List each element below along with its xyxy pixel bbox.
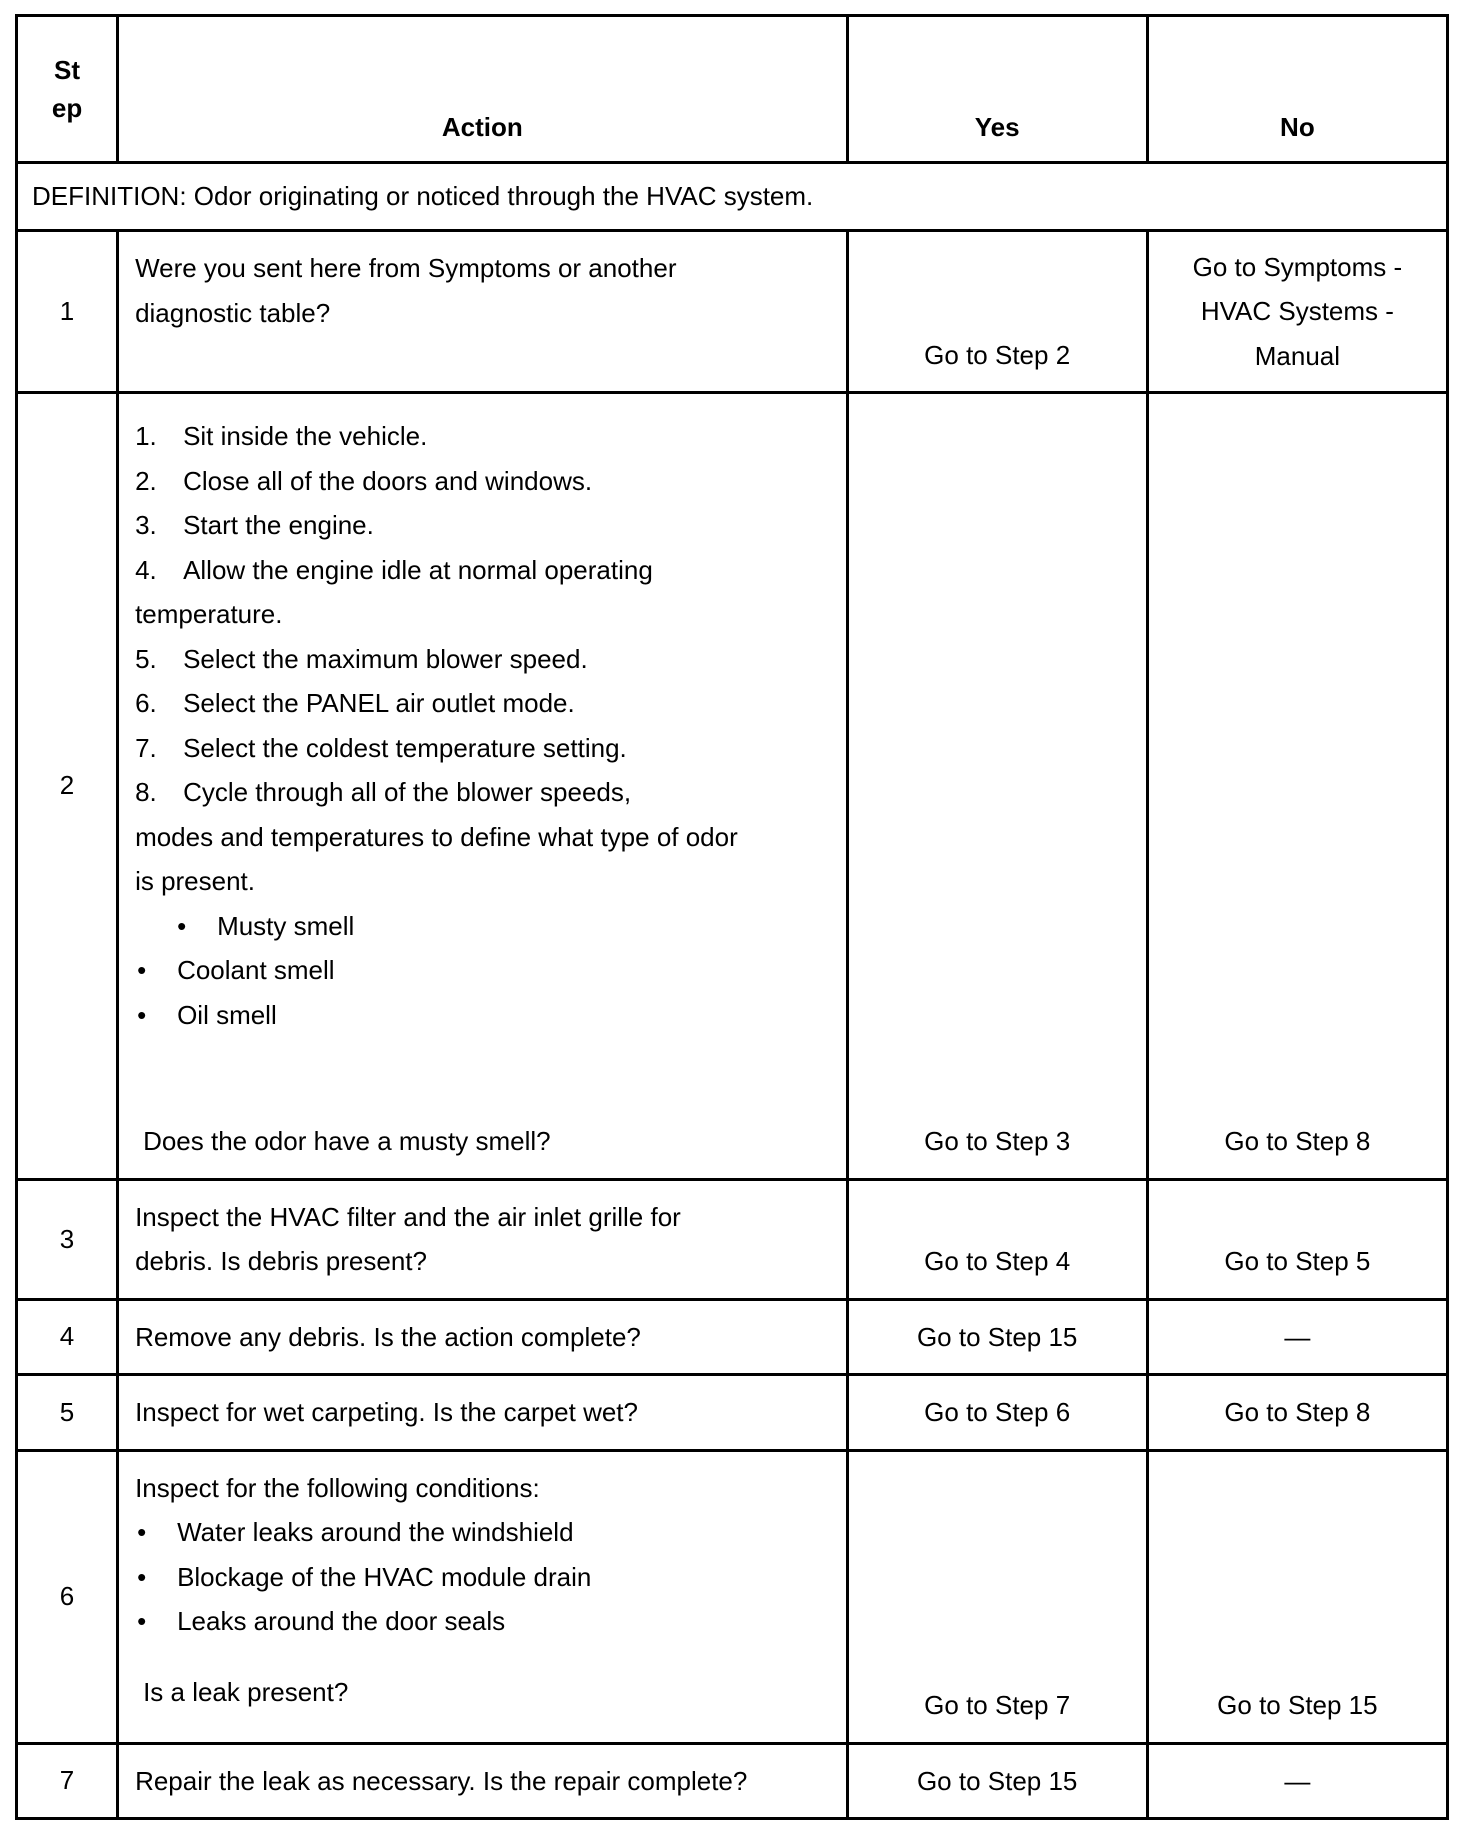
step-row-1 [17, 231, 1448, 393]
no-line: Go to Symptoms - [1192, 251, 1403, 282]
item-number: 2. [135, 465, 157, 496]
definition-text: DEFINITION: Odor originating or noticed through the HVAC system. [17, 163, 1448, 231]
step-action [118, 393, 848, 1180]
step-number: 3 [17, 1179, 118, 1299]
step-number: 1 [17, 231, 118, 393]
no-result: Go to Step 8 [1147, 393, 1447, 1180]
item-text: Sit inside the vehicle. [183, 421, 428, 451]
yes-result: Go to Step 15 [847, 1743, 1147, 1819]
numbered-item [135, 548, 830, 593]
step-row-7 [17, 1743, 1448, 1819]
step-row-3 [17, 1179, 1448, 1299]
header-step-line2: ep [51, 93, 83, 123]
bullet-text: Leaks around the door seals [177, 1606, 506, 1636]
action-line: Inspect the HVAC filter and the air inlet grille for [135, 1201, 681, 1232]
step-action [118, 231, 848, 393]
item-text: Select the maximum blower speed. [183, 643, 588, 674]
no-result: Go to Step 8 [1147, 1375, 1447, 1451]
bullet-item [135, 1510, 830, 1555]
question-text: Does the odor have a musty smell? [143, 1126, 551, 1156]
numbered-item [135, 503, 830, 548]
no-result: Go to Step 15 [1147, 1450, 1447, 1743]
bullet-icon: • [137, 1517, 147, 1547]
step-number: 5 [17, 1375, 118, 1451]
action-intro: Inspect for the following conditions: [135, 1472, 540, 1503]
numbered-item [135, 770, 830, 815]
no-result: — [1147, 1299, 1447, 1375]
step-number: 2 [17, 393, 118, 1180]
bullet-icon: • [137, 999, 147, 1030]
question-text: Is a leak present? [143, 1676, 349, 1707]
step-action: Repair the leak as necessary. Is the repair complete? [118, 1743, 848, 1819]
bullet-item [135, 1599, 830, 1644]
step-action: Remove any debris. Is the action complete? [118, 1299, 848, 1375]
diagnostic-table [15, 14, 1449, 1820]
step-action: Inspect for wet carpeting. Is the carpet wet? [118, 1375, 848, 1451]
no-result: — [1147, 1743, 1447, 1819]
item-number: 4. [135, 554, 157, 585]
numbered-item [135, 681, 830, 726]
no-line: HVAC Systems - [1200, 296, 1394, 327]
bullet-icon: • [137, 1561, 147, 1592]
item-text: Select the PANEL air outlet mode. [183, 688, 575, 718]
item-continuation: temperature. [135, 599, 283, 629]
yes-result: Go to Step 6 [847, 1375, 1147, 1451]
bullet-icon: • [177, 910, 187, 941]
bullet-text: Water leaks around the windshield [177, 1517, 574, 1547]
header-step [17, 16, 118, 163]
item-continuation: is present. [135, 866, 256, 896]
bullet-text: Oil smell [177, 999, 277, 1030]
bullet-text: Coolant smell [177, 955, 335, 985]
action-line: debris. Is debris present? [135, 1246, 427, 1276]
yes-result: Go to Step 2 [847, 231, 1147, 393]
item-text: Start the engine. [183, 510, 374, 540]
yes-result: Go to Step 4 [847, 1179, 1147, 1299]
header-action: Action [118, 16, 848, 163]
item-continuation: modes and temperatures to define what type of odor [135, 821, 738, 852]
bullet-icon: • [137, 955, 147, 985]
step-number: 4 [17, 1299, 118, 1375]
bullet-item [135, 904, 830, 949]
step-row-4 [17, 1299, 1448, 1375]
item-text: Cycle through all of the blower speeds, [183, 777, 632, 807]
step-number: 6 [17, 1450, 118, 1743]
bullet-item [135, 1555, 830, 1600]
item-number: 8. [135, 777, 157, 807]
step-number: 7 [17, 1743, 118, 1819]
numbered-item [135, 637, 830, 682]
header-step-line1: St [54, 55, 81, 85]
item-number: 7. [135, 732, 157, 763]
bullet-text: Blockage of the HVAC module drain [177, 1561, 592, 1592]
definition-row [17, 163, 1448, 231]
step-row-6 [17, 1450, 1448, 1743]
yes-result: Go to Step 7 [847, 1450, 1147, 1743]
step-action [118, 1179, 848, 1299]
step-row-5 [17, 1375, 1448, 1451]
bullet-icon: • [137, 1606, 147, 1636]
action-line: diagnostic table? [135, 297, 331, 328]
no-line: Manual [1254, 340, 1341, 371]
no-result: Go to Step 5 [1147, 1179, 1447, 1299]
header-yes: Yes [847, 16, 1147, 163]
yes-result: Go to Step 15 [847, 1299, 1147, 1375]
item-text: Close all of the doors and windows. [183, 465, 593, 496]
no-result [1147, 231, 1447, 393]
action-line: Were you sent here from Symptoms or another [135, 253, 677, 283]
bullet-text: Musty smell [217, 910, 355, 941]
numbered-item [135, 414, 830, 459]
bullet-item [135, 948, 830, 993]
numbered-item [135, 459, 830, 504]
step-action [118, 1450, 848, 1743]
item-text: Select the coldest temperature setting. [183, 732, 627, 763]
bullet-item [135, 993, 830, 1038]
item-number: 5. [135, 643, 157, 674]
header-no: No [1147, 16, 1447, 163]
item-text: Allow the engine idle at normal operating [183, 554, 653, 585]
item-number: 6. [135, 688, 157, 718]
item-number: 1. [135, 421, 157, 451]
step-row-2 [17, 393, 1448, 1180]
item-number: 3. [135, 510, 157, 540]
numbered-item [135, 726, 830, 771]
header-row [17, 16, 1448, 163]
yes-result: Go to Step 3 [847, 393, 1147, 1180]
